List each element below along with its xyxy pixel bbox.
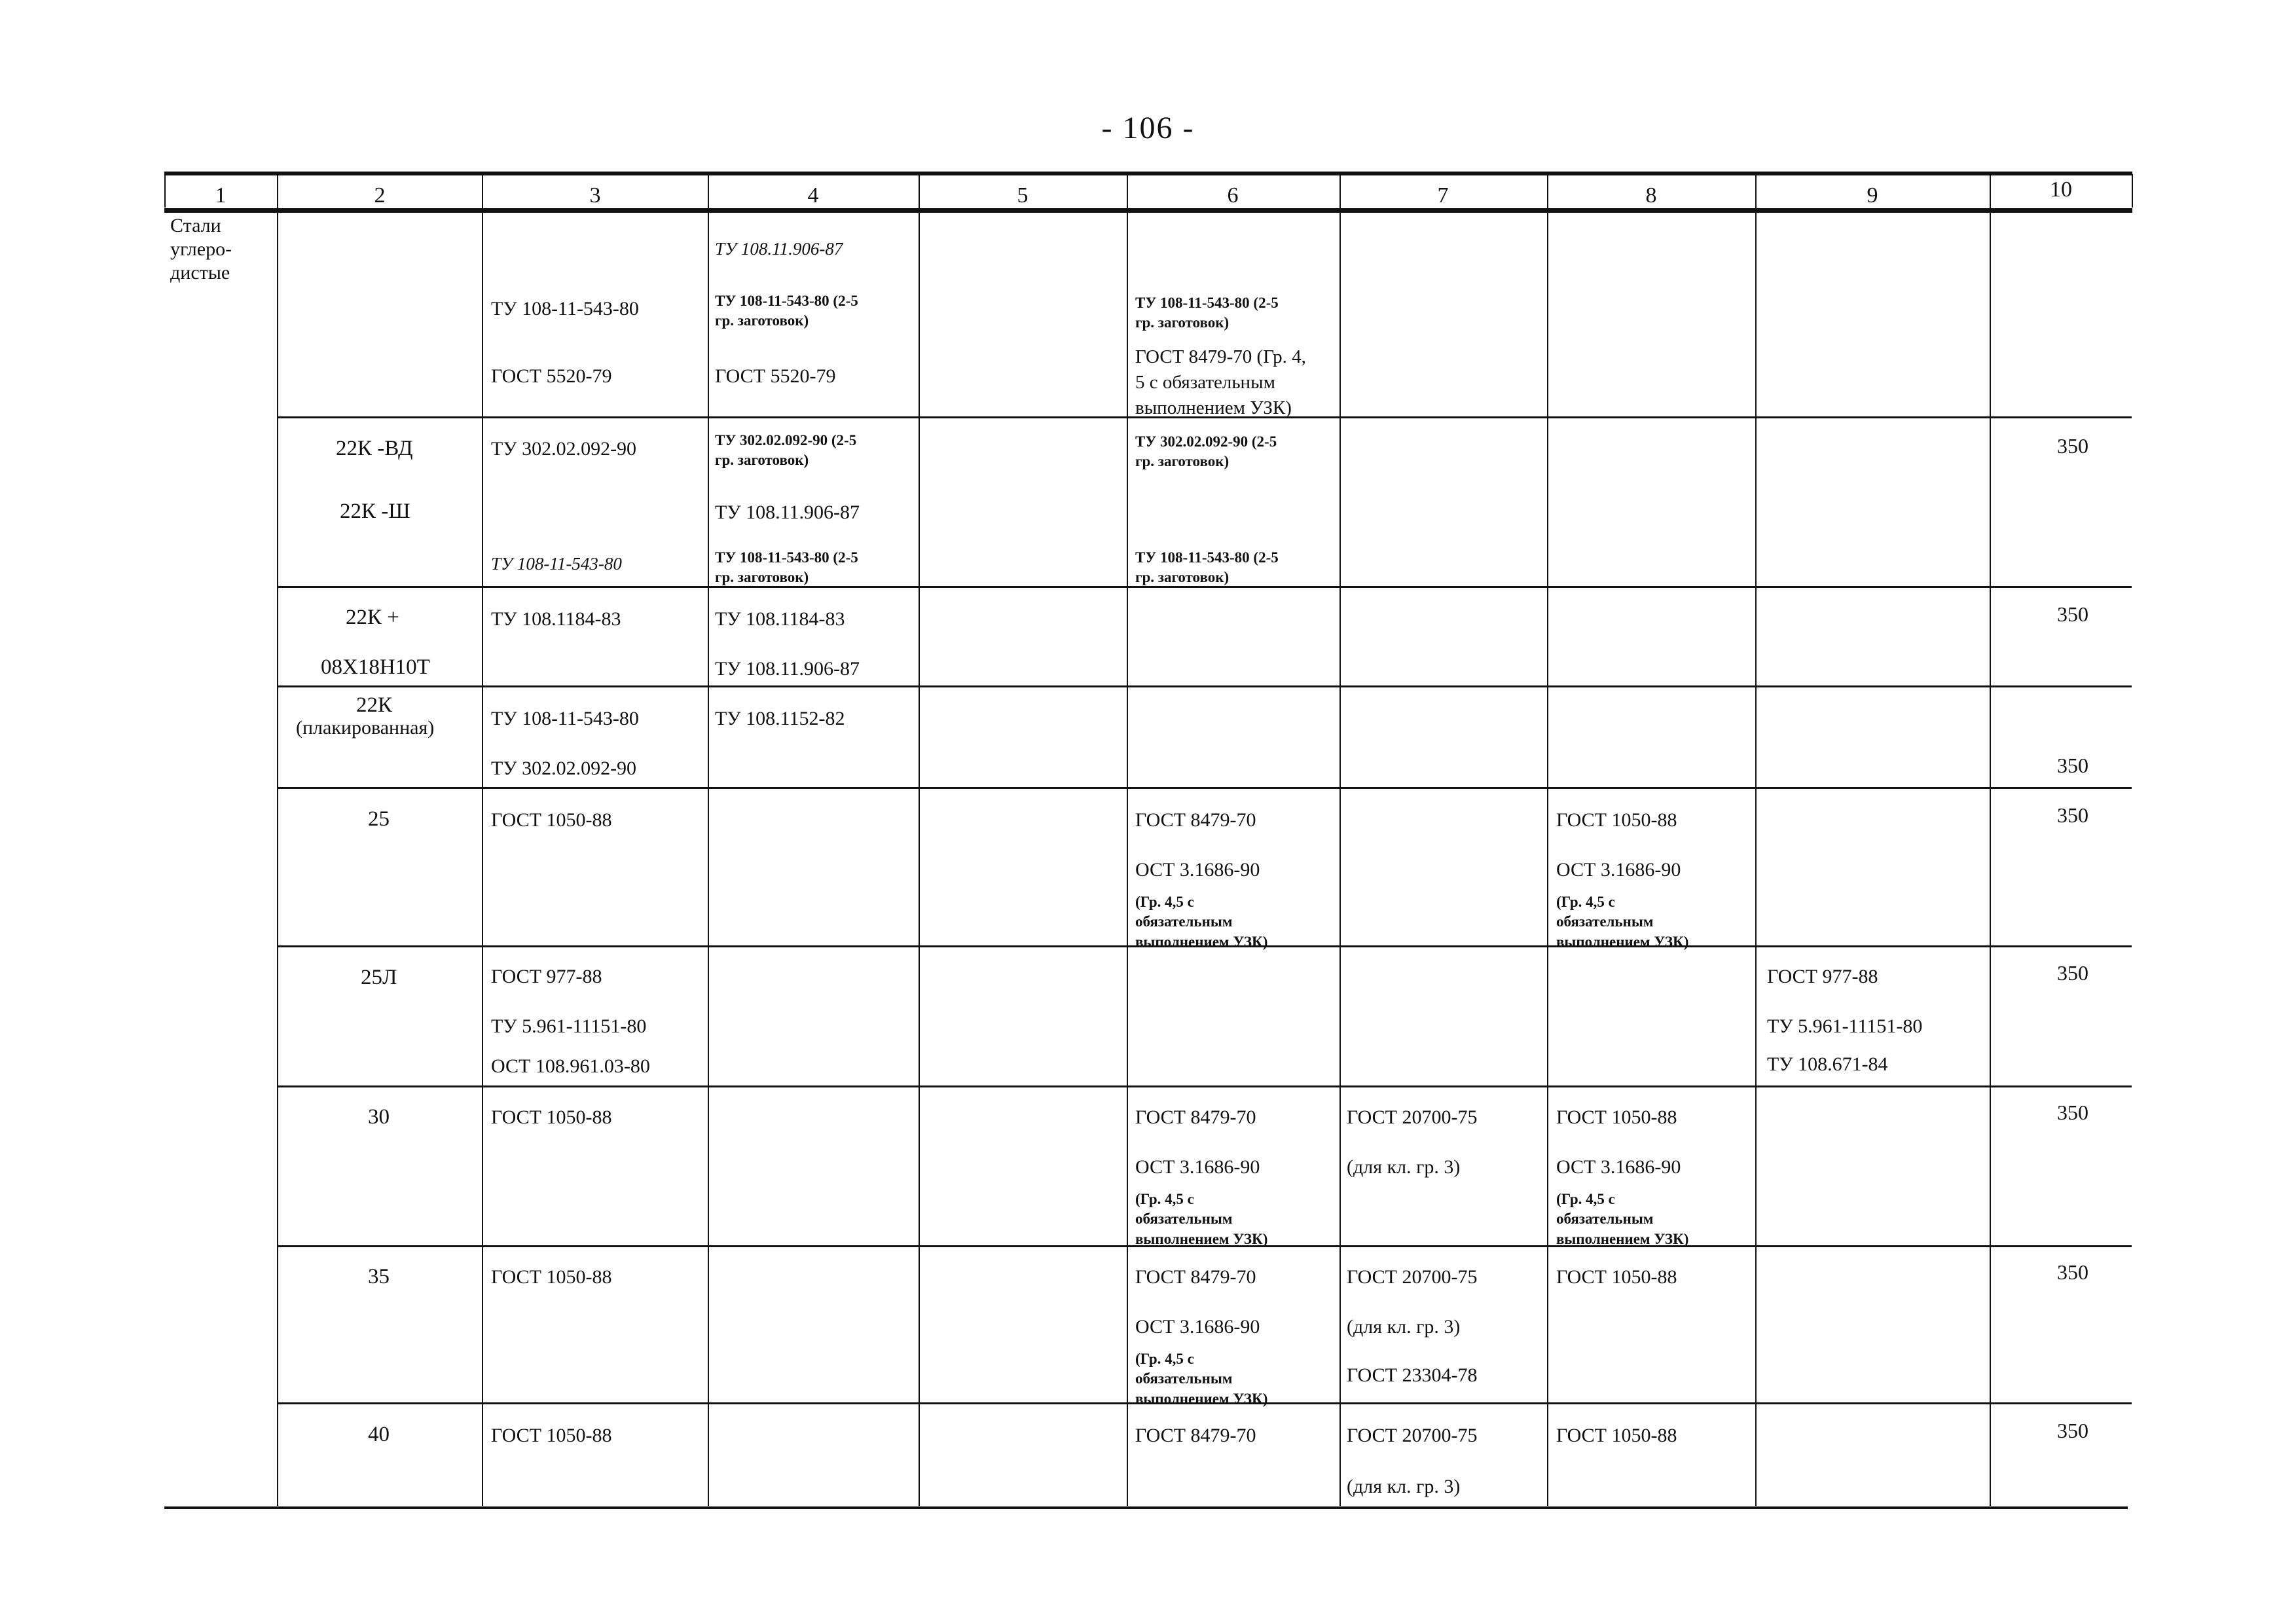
spec-entry: (Гр. 4,5 с обязательным выполнением УЗК): [1556, 1191, 1689, 1247]
spec-entry: ТУ 108-11-543-80 (2-5 гр. заготовок): [715, 293, 858, 329]
column-header-4: 4: [807, 183, 819, 208]
spec-entry: ОСТ 3.1686-90: [1135, 1316, 1260, 1338]
grade-label: 25: [368, 807, 390, 831]
spec-entry: ГОСТ 1050-88: [1556, 809, 1677, 831]
spec-entry: ГОСТ 977-88: [1767, 966, 1878, 987]
spec-entry: ГОСТ 23304-78: [1347, 1364, 1478, 1386]
column-divider: [708, 174, 709, 1506]
spec-entry: ОСТ 3.1686-90: [1556, 1156, 1681, 1178]
spec-entry: ТУ 108.1184-83: [715, 608, 845, 630]
column-10-value: 350: [2057, 754, 2088, 777]
column-divider: [482, 174, 483, 1506]
spec-entry: ГОСТ 977-88: [491, 966, 602, 987]
spec-entry: ТУ 108.11.906-87: [715, 501, 860, 523]
column-header-7: 7: [1437, 183, 1449, 208]
spec-entry: ТУ 108.1184-83: [491, 608, 621, 630]
spec-entry: ГОСТ 1050-88: [1556, 1425, 1677, 1446]
column-header-2: 2: [374, 183, 386, 208]
header-top-rule: [164, 172, 2132, 175]
spec-entry: ТУ 108.671-84: [1767, 1053, 1888, 1075]
spec-entry: ТУ 108-11-543-80 (2-5 гр. заготовок): [1135, 549, 1279, 586]
column-10-value: 350: [2057, 1419, 2088, 1442]
row-separator: [277, 1085, 2132, 1087]
column-header-9: 9: [1867, 183, 1878, 208]
column-header-5: 5: [1017, 183, 1029, 208]
column-10-value: 350: [2057, 602, 2088, 626]
spec-entry: ТУ 108-11-543-80 (2-5 гр. заготовок): [715, 549, 858, 586]
spec-entry: ГОСТ 8479-70: [1135, 1266, 1256, 1288]
grade-label: 30: [368, 1105, 390, 1129]
spec-entry: ОСТ 3.1686-90: [1135, 859, 1260, 881]
spec-entry: ТУ 108-11-543-80 (2-5 гр. заготовок): [1135, 295, 1279, 331]
column-divider: [1339, 174, 1341, 1506]
spec-entry: ТУ 302.02.092-90 (2-5 гр. заготовок): [715, 432, 857, 469]
spec-entry: ГОСТ 20700-75: [1347, 1106, 1478, 1128]
spec-entry: ГОСТ 20700-75: [1347, 1425, 1478, 1446]
spec-entry: ГОСТ 1050-88: [1556, 1266, 1677, 1288]
column-header-1: 1: [215, 183, 227, 208]
spec-entry: ТУ 108.1152-82: [715, 708, 845, 729]
column-header-8: 8: [1645, 183, 1657, 208]
spec-entry: ГОСТ 8479-70: [1135, 1106, 1256, 1128]
table-bottom-rule: [164, 1506, 2128, 1509]
spec-entry: (для кл. гр. 3): [1347, 1476, 1461, 1497]
spec-entry: ГОСТ 1050-88: [491, 1425, 612, 1446]
steel-group-label: Стали углеро- дистые: [170, 215, 232, 283]
spec-entry: ГОСТ 8479-70 (Гр. 4, 5 с обязательным выполнением УЗК): [1135, 346, 1306, 419]
grade-label: 25Л: [361, 966, 397, 989]
spec-entry: ОСТ 108.961.03-80: [491, 1055, 650, 1077]
spec-entry: ГОСТ 1050-88: [491, 1266, 612, 1288]
grade-label: 22К -Ш: [340, 500, 410, 523]
column-10-value: 350: [2057, 961, 2088, 985]
column-header-6: 6: [1227, 183, 1239, 208]
spec-entry: ТУ 108.11.906-87: [715, 239, 843, 259]
spec-entry: ТУ 108-11-543-80: [491, 708, 639, 729]
spec-entry: (Гр. 4,5 с обязательным выполнением УЗК): [1556, 894, 1689, 950]
spec-entry: (Гр. 4,5 с обязательным выполнением УЗК): [1135, 894, 1268, 950]
grade-label: 40: [368, 1423, 390, 1446]
spec-entry: ТУ 302.02.092-90: [491, 438, 637, 460]
spec-entry: ТУ 108-11-543-80: [491, 298, 639, 319]
grade-label: 22К +: [346, 606, 399, 629]
column-divider: [1127, 174, 1128, 1506]
column-header-3: 3: [589, 183, 601, 208]
header-column-edge: [2132, 174, 2133, 208]
column-divider: [919, 174, 920, 1506]
spec-entry: ТУ 302.02.092-90: [491, 757, 637, 779]
spec-entry: ОСТ 3.1686-90: [1556, 859, 1681, 881]
column-divider: [1755, 174, 1757, 1506]
column-10-value: 350: [2057, 434, 2088, 458]
page-number: - 106 -: [1101, 111, 1195, 145]
column-divider: [1990, 174, 1991, 1506]
spec-entry: (для кл. гр. 3): [1347, 1156, 1461, 1178]
column-10-value: 350: [2057, 803, 2088, 827]
grade-label: 22К: [356, 693, 393, 717]
spec-entry: ГОСТ 5520-79: [715, 365, 836, 387]
row-separator: [277, 787, 2132, 789]
spec-entry: ТУ 108-11-543-80: [491, 554, 622, 574]
column-10-value: 350: [2057, 1260, 2088, 1284]
spec-entry: ОСТ 3.1686-90: [1135, 1156, 1260, 1178]
row-separator: [277, 685, 2132, 687]
spec-entry: ГОСТ 1050-88: [1556, 1106, 1677, 1128]
spec-entry: ТУ 108.11.906-87: [715, 658, 860, 680]
spec-entry: (для кл. гр. 3): [1347, 1316, 1461, 1338]
spec-entry: ГОСТ 1050-88: [491, 809, 612, 831]
grade-label: 08Х18Н10Т: [321, 655, 430, 679]
grade-label: 22К -ВД: [336, 437, 413, 460]
spec-entry: (Гр. 4,5 с обязательным выполнением УЗК): [1135, 1191, 1268, 1247]
column-header-10: 10: [2050, 177, 2072, 202]
spec-entry: ТУ 5.961-11151-80: [491, 1015, 647, 1037]
column-10-value: 350: [2057, 1101, 2088, 1124]
spec-entry: ГОСТ 5520-79: [491, 365, 612, 387]
spec-entry: ГОСТ 8479-70: [1135, 809, 1256, 831]
spec-entry: ГОСТ 8479-70: [1135, 1425, 1256, 1446]
spec-entry: ТУ 302.02.092-90 (2-5 гр. заготовок): [1135, 433, 1277, 470]
header-column-edge: [164, 174, 166, 208]
spec-entry: (Гр. 4,5 с обязательным выполнением УЗК): [1135, 1351, 1268, 1407]
header-bottom-rule: [164, 208, 2132, 213]
spec-entry: ТУ 5.961-11151-80: [1767, 1015, 1923, 1037]
column-divider: [277, 174, 278, 1506]
grade-label: (плакированная): [296, 717, 435, 739]
spec-entry: ГОСТ 1050-88: [491, 1106, 612, 1128]
spec-entry: ГОСТ 20700-75: [1347, 1266, 1478, 1288]
column-divider: [1547, 174, 1548, 1506]
grade-label: 35: [368, 1265, 390, 1288]
